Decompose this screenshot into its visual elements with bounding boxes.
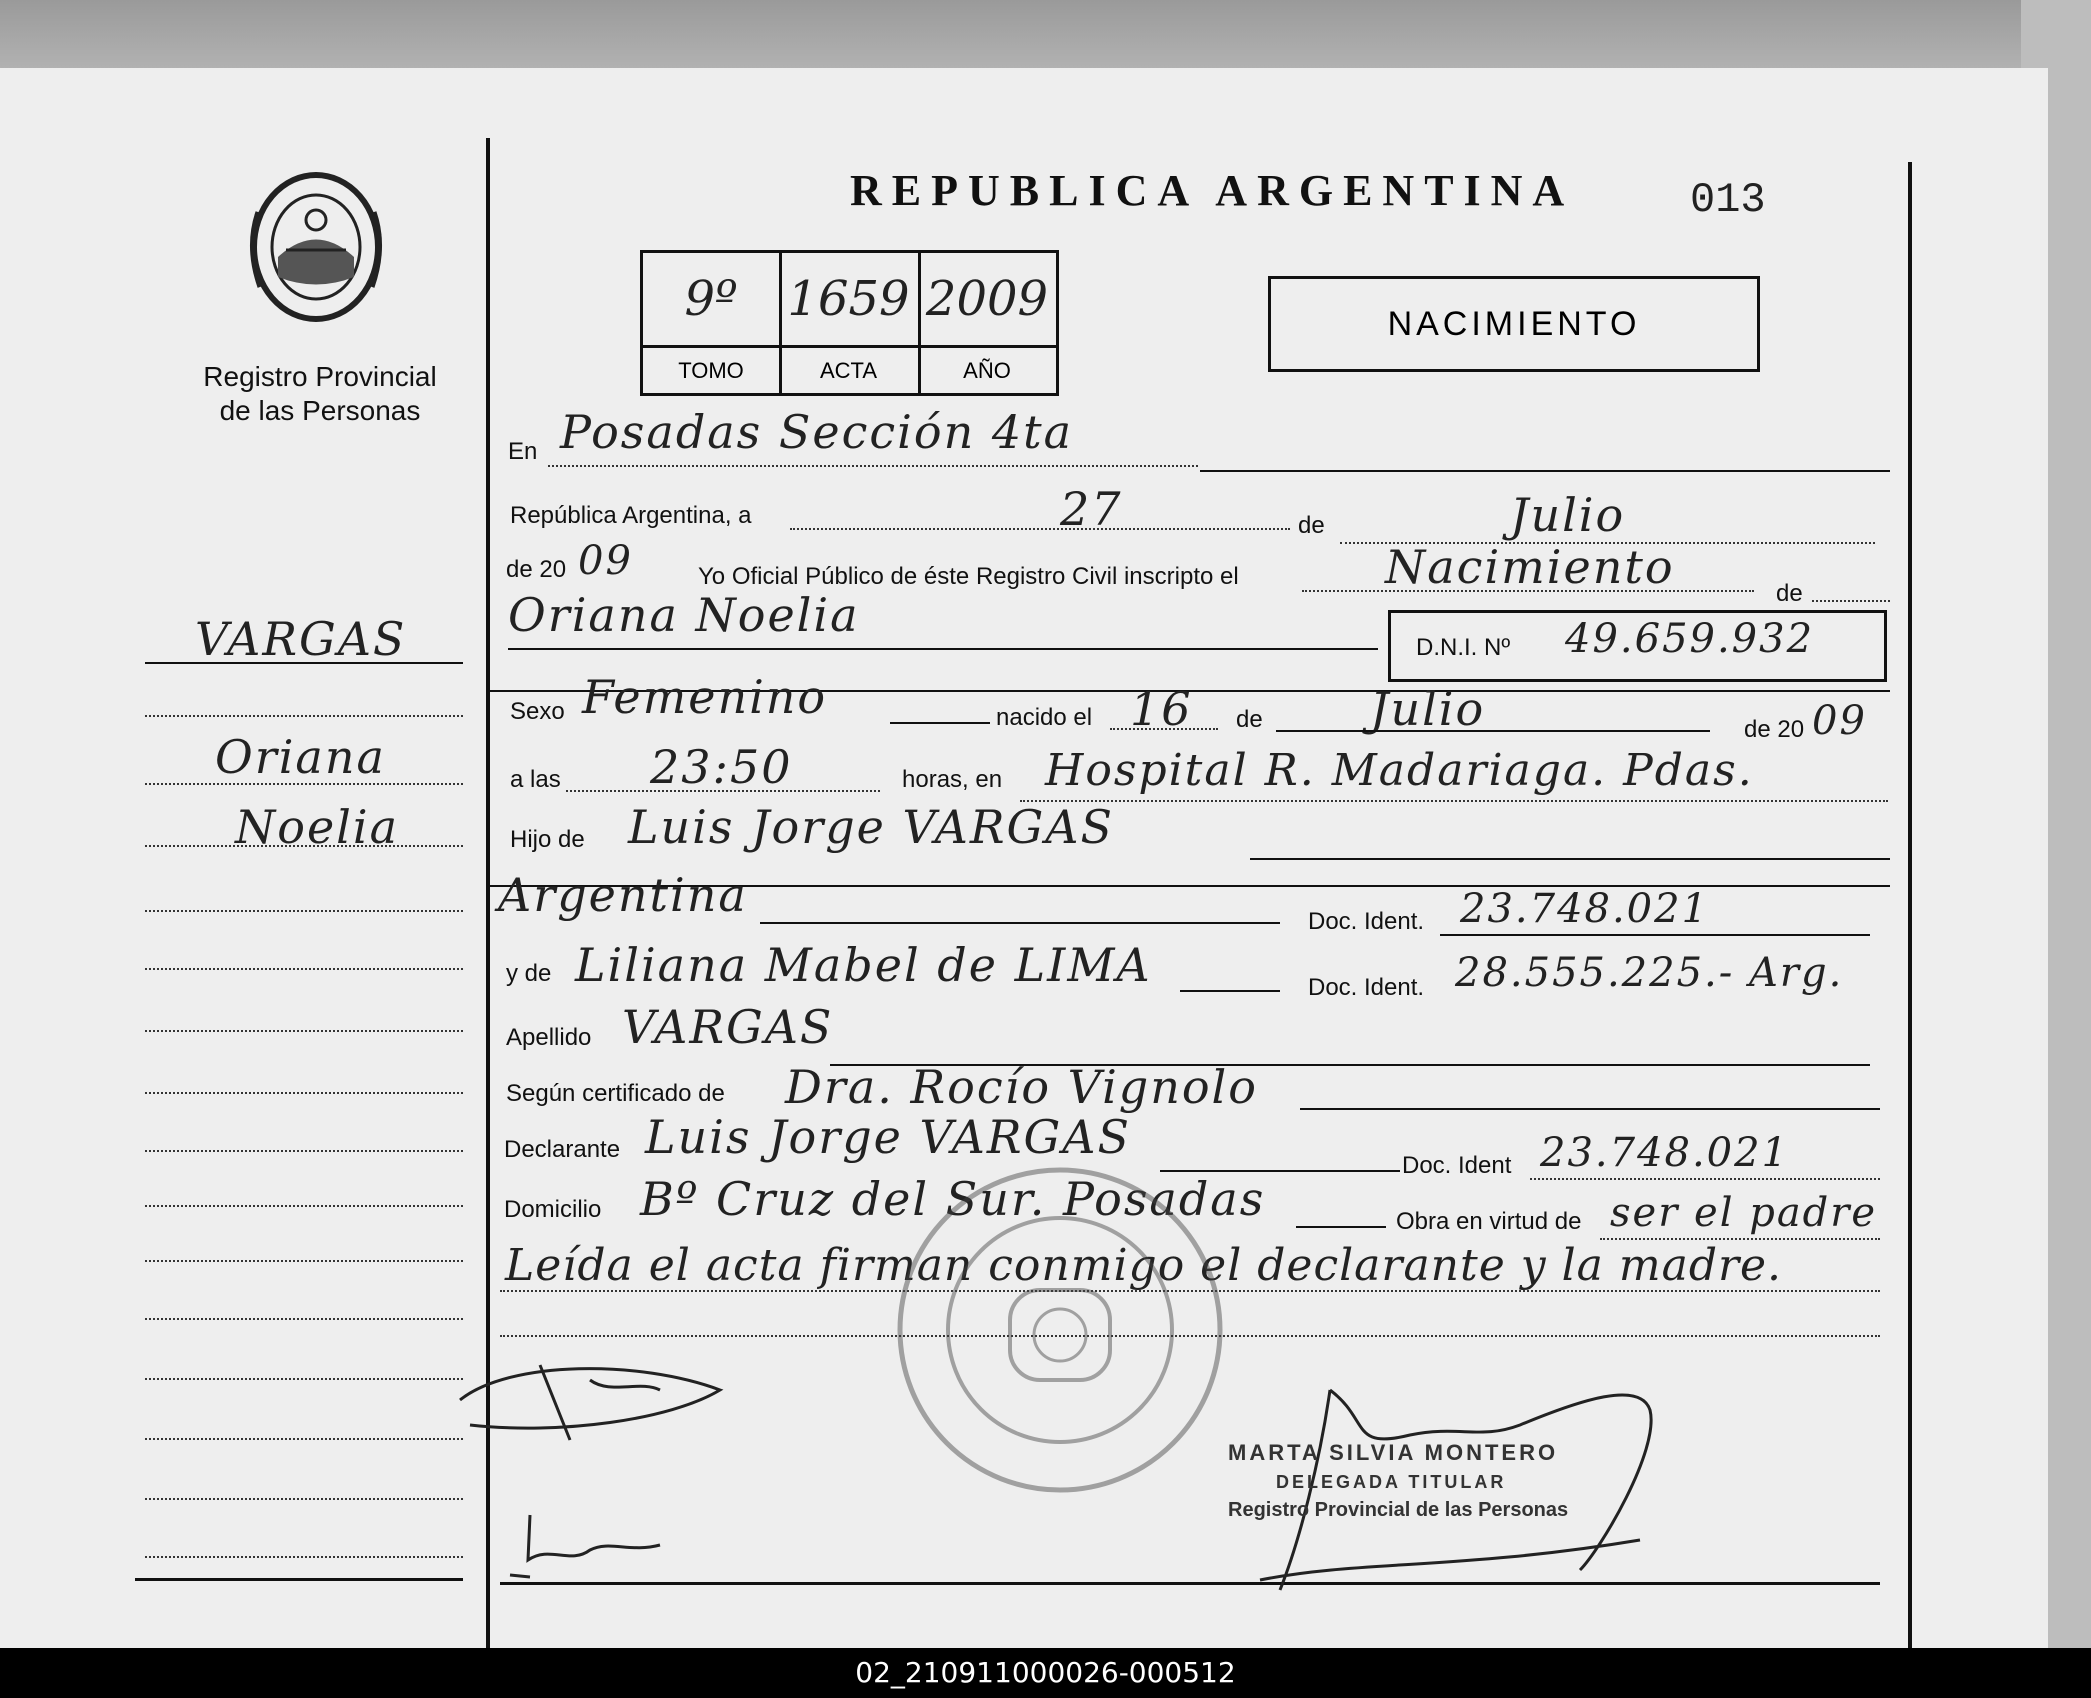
official-name: MARTA SILVIA MONTERO [1228,1440,1559,1465]
sidebar-dotted-line [145,1030,463,1032]
form-rule [760,922,1280,924]
birth-year-prefix: de 20 [1744,716,1805,743]
sidebar-dotted-line [145,1150,463,1152]
oficial-label: Yo Oficial Público de éste Registro Civil inscripto el [698,563,1239,590]
sidebar-name-1: Oriana [215,730,386,784]
form-rule [1276,730,1710,732]
birth-place-value: Hospital R. Madariaga. Pdas. [1045,745,1754,796]
sidebar-dotted-line [145,968,463,970]
country-title: REPUBLICA ARGENTINA [850,166,1575,215]
alas-label: a las [510,766,561,793]
birth-year-suffix: 09 [1812,698,1867,744]
dni-value: 49.659.932 [1565,616,1815,662]
dotted-line [1812,600,1890,602]
official-title: DELEGADA TITULAR [1276,1472,1507,1492]
record-number-box [640,250,1059,396]
declarant-signature [440,1340,740,1460]
doc-ident-label-3: Doc. Ident [1402,1152,1512,1179]
folio-number: 013 [1690,176,1766,224]
registry-label [150,360,490,428]
apellido-label: Apellido [506,1024,592,1051]
birth-day-value: 16 [1130,682,1193,736]
registry-line-2: de las Personas [219,395,421,426]
hijo-label: Hijo de [510,826,585,853]
anio-label: AÑO [918,345,1056,396]
en-label: En [508,438,538,465]
form-rule [1200,470,1890,472]
birth-month-value: Julio [1370,682,1486,736]
acta-value: 1659 [787,271,910,327]
sidebar-dotted-line [145,1205,463,1207]
sidebar-dotted-line [145,1260,463,1262]
father-name-value: Luis Jorge VARGAS [628,800,1114,854]
certificado-value: Dra. Rocío Vignolo [785,1060,1258,1114]
form-rule [1250,858,1890,860]
sidebar-dotted-line [145,1378,463,1380]
year-suffix: 09 [578,538,633,584]
form-rule [890,722,990,724]
sidebar-rule [145,662,463,664]
sidebar-dotted-line [145,1092,463,1094]
form-rule [508,648,1378,650]
sexo-label: Sexo [510,698,565,725]
dotted-line [1302,590,1754,592]
form-rule [1300,1108,1880,1110]
day-value: 27 [1060,482,1123,536]
dotted-line [1110,728,1218,730]
father-nationality-value: Argentina [498,868,748,922]
witness-signature [490,1505,670,1585]
sidebar-dotted-line [145,1556,463,1558]
right-border [1908,162,1912,1648]
doc-ident-label-2: Doc. Ident. [1308,974,1425,1001]
declarante-label: Declarante [504,1136,621,1163]
domicilio-label: Domicilio [504,1196,602,1223]
declarante-doc-value: 23.748.021 [1540,1130,1790,1176]
sidebar-dotted-line [145,910,463,912]
republica-label: República Argentina, a [510,502,752,529]
sidebar-dotted-line [145,783,463,785]
dni-label: D.N.I. Nº [1416,634,1511,661]
sidebar-name-2: Noelia [235,800,400,854]
tomo-value: 9º [684,271,738,327]
acta-cell [779,253,921,393]
anio-cell [918,253,1056,393]
dotted-line [548,465,1198,467]
child-names-value: Oriana Noelia [508,588,860,642]
closing-note: Leída el acta firman conmigo el declarante y la madre. [505,1240,1783,1291]
tomo-cell [643,253,782,393]
domicilio-value: Bº Cruz del Sur. Posadas [640,1172,1266,1226]
form-rule [1440,934,1870,936]
sidebar-surname: VARGAS [195,612,407,666]
sidebar-dotted-line [145,845,463,847]
yde-label: y de [506,960,552,987]
official-stamp [1228,1440,1568,1522]
official-office: Registro Provincial de las Personas [1228,1499,1569,1521]
declarante-value: Luis Jorge VARGAS [645,1110,1131,1164]
dotted-line [1530,1178,1880,1180]
nacido-label: nacido el [996,704,1093,731]
de-label: de [1298,512,1325,539]
official-seal-stamp [890,1160,1230,1500]
provincial-coat-of-arms-icon [236,162,396,332]
de-label-3: de [1236,706,1263,733]
sidebar-dotted-line [145,1318,463,1320]
horas-label: horas, en [902,766,1003,793]
tomo-label: TOMO [643,345,779,396]
inscripto-value: Nacimiento [1385,540,1675,594]
segun-label: Según certificado de [506,1080,725,1107]
acta-label: ACTA [779,345,918,396]
month-value: Julio [1510,488,1626,542]
mother-name-value: Liliana Mabel de LIMA [575,938,1152,992]
sidebar-dotted-line [145,1438,463,1440]
sidebar-bottom-rule [135,1578,463,1581]
time-value: 23:50 [650,740,793,794]
registry-line-1: Registro Provincial [203,361,437,392]
mother-doc-value: 28.555.225.- Arg. [1455,950,1844,996]
dotted-line [790,528,1290,530]
de-label-2: de [1776,580,1803,607]
anio-value: 2009 [925,271,1049,327]
form-rule [1296,1226,1386,1228]
sidebar-dotted-line [145,1498,463,1500]
dotted-line [566,790,880,792]
form-rule [1180,990,1280,992]
obra-value: ser el padre [1610,1190,1878,1236]
sexo-value: Femenino [582,670,828,724]
apellido-value: VARGAS [622,1000,834,1054]
doc-ident-label: Doc. Ident. [1308,908,1425,935]
place-value: Posadas Sección 4ta [560,405,1074,459]
dotted-line [1020,800,1888,802]
year-prefix: de 20 [506,556,567,583]
document-id-bar: 02_210911000026-000512 [0,1648,2091,1698]
record-type-box: NACIMIENTO [1268,276,1760,372]
father-doc-value: 23.748.021 [1460,886,1710,932]
sidebar-dotted-line [145,715,463,717]
obra-label: Obra en virtud de [1396,1208,1582,1235]
